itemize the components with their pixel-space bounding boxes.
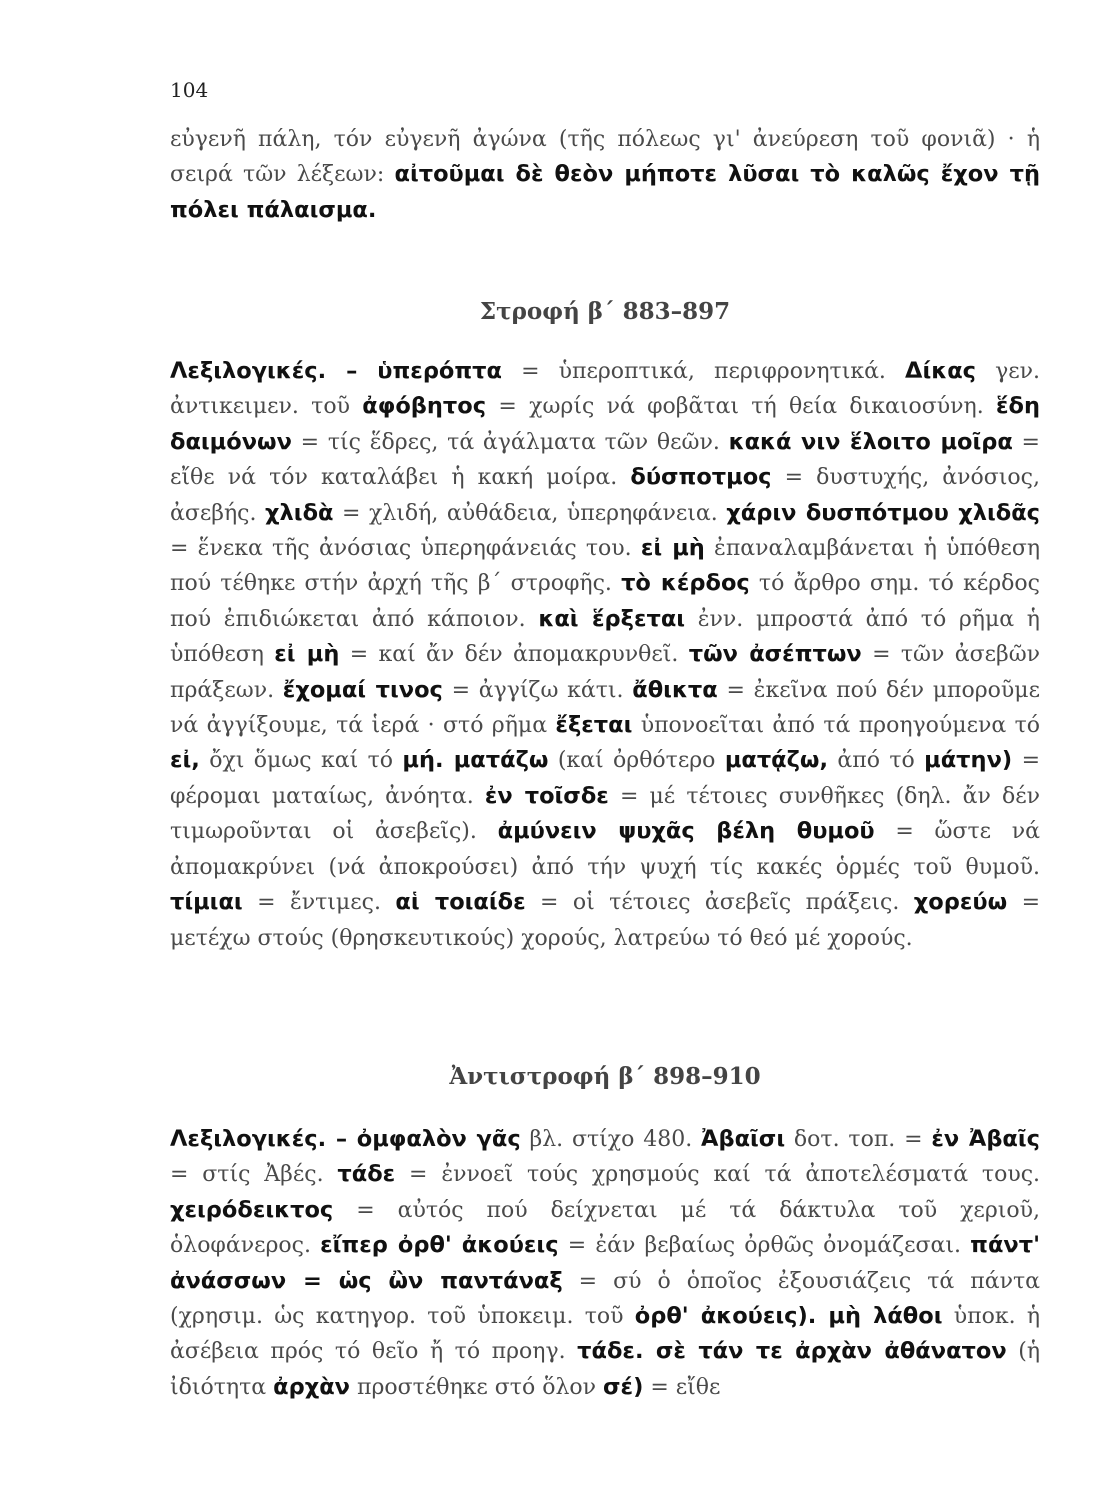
lemma-term: Ἀβαῖσι xyxy=(701,1126,786,1152)
lemma-term: ὀρθ' ἀκούεις). μὴ λάθοι xyxy=(634,1303,943,1330)
lemma-term: ματᾴζω, xyxy=(724,747,829,774)
lemma-term: ἄθικτα xyxy=(632,676,718,703)
gloss-text: ὑποκ. ἡ ἀσέβεια πρός τό θεῖο ἤ τό προηγ. xyxy=(170,1304,1040,1365)
lemma-term: εἰ, xyxy=(170,747,200,774)
gloss-text: = μέ τέτοιες συνθῆκες (δηλ. ἄν δέν τιμωροῦνται οἱ ἀσεβεῖς). xyxy=(170,783,1041,845)
lemma-term: αἱ τοιαίδε xyxy=(395,889,526,916)
gloss-text: = ἔντιμες. xyxy=(242,890,396,916)
gloss-text: γεν. ἀντικειμεν. τοῦ xyxy=(170,359,1041,420)
lemma-term: τάδε. σὲ τάν τε ἀρχὰν ἀθάνατον xyxy=(577,1338,1007,1365)
lemma-term: ἀμύνειν ψυχᾶς βέλη θυμοῦ xyxy=(497,818,875,845)
gloss-text: δοτ. τοπ. = xyxy=(785,1127,932,1152)
lemma-term: χειρόδεικτος xyxy=(170,1196,334,1223)
lemma-term: μάτην) xyxy=(924,747,1013,774)
gloss-text: = σύ ὁ ὁποῖος ἐξουσιάζεις τά πάντα (χρησιμ. ὡς κατηγορ. τοῦ ὑποκειμ. τοῦ xyxy=(170,1268,1040,1330)
gloss-text: = μετέχω στούς (θρησκευτικούς) χορούς, λατρεύω τό θεό μέ χορούς. xyxy=(170,890,1041,951)
lemma-term: χλιδὰ xyxy=(265,499,334,526)
gloss-text: ἐνν. μπροστά ἀπό τό ρῆμα ἡ ὑπόθεση xyxy=(170,606,1040,668)
gloss-text: βλ. στίχο 480. xyxy=(520,1127,702,1152)
lemma-term: δύσποτμος xyxy=(630,464,772,491)
strophe-heading: Στροφή β΄ 883–897 xyxy=(479,298,731,325)
gloss-text: (καί ὀρθότερο xyxy=(548,748,725,774)
lemma-term: τὸ κέρδος xyxy=(621,570,750,597)
gloss-text: = ἐάν βεβαίως ὀρθῶς ὀνομάζεσαι. xyxy=(558,1233,971,1259)
gloss-text: = ὑπεροπτικά, περιφρονητικά. xyxy=(502,359,906,384)
lemma-term: ἀρχὰν xyxy=(273,1373,350,1400)
strophe-glossary-paragraph xyxy=(170,354,1040,956)
gloss-text: = ἐκεῖνα πού δέν μποροῦμε νά ἀγγίξουμε, τά ἱερά · στό ρῆμα xyxy=(170,677,1040,739)
gloss-text: = χλιδή, αὐθάδεια, ὑπερηφάνεια. xyxy=(333,500,727,526)
gloss-text: = στίς Ἀβές. xyxy=(170,1162,338,1188)
lemma-term: πάντ' ἀνάσσων = ὡς ὢν παντάναξ xyxy=(170,1232,1040,1294)
lemma-term: τάδε xyxy=(337,1161,396,1188)
gloss-text: = εἴθε νά τόν καταλάβει ἡ κακή μοίρα. xyxy=(170,429,1040,491)
lemma-term: ἐν Ἀβαῖς xyxy=(931,1126,1040,1152)
gloss-text: = τῶν ἀσεβῶν πράξεων. xyxy=(170,642,1041,703)
lemma-term: εἰ μὴ xyxy=(640,535,705,562)
lemma-term: τίμιαι xyxy=(170,889,243,916)
gloss-text: = ἕνεκα τῆς ἀνόσιας ὑπερηφάνειάς του. xyxy=(170,536,641,562)
gloss-text: = τίς ἕδρες, τά ἀγάλματα τῶν θεῶν. xyxy=(291,429,729,455)
gloss-text: ὑπονοεῖται ἀπό τά προηγούμενα τό xyxy=(632,713,1040,739)
lemma-term: Λεξιλογικές. – ὀμφαλὸν γᾶς xyxy=(170,1126,521,1152)
gloss-text: ὄχι ὅμως καί τό xyxy=(199,748,403,774)
lemma-term: ἕδη δαιμόνων xyxy=(170,393,1041,455)
antistrophe-glossary-paragraph xyxy=(170,1122,1040,1405)
lemma-term: Δίκας xyxy=(905,358,976,384)
lemma-term: καὶ ἕρξεται xyxy=(538,605,686,632)
intro-paragraph xyxy=(170,122,1040,228)
gloss-text: ἀπό τό xyxy=(828,748,925,774)
lemma-term: εἴπερ ὀρθ' ἀκούεις xyxy=(320,1232,559,1259)
gloss-text: = καί ἄν δέν ἀπομακρυνθεῖ. xyxy=(339,642,689,668)
gloss-text: = φέρομαι ματαίως, ἀνόητα. xyxy=(170,748,1041,809)
antistrophe-heading: Ἀντιστροφή β΄ 898–910 xyxy=(449,1063,761,1090)
lemma-term: χορεύω xyxy=(913,889,1008,916)
lemma-term: αἰτοῦμαι δὲ θεὸν μήποτε λῦσαι τὸ καλῶς ἔχον τῇ πόλει πάλαισμα. xyxy=(170,161,1040,223)
lemma-term: σέ) xyxy=(603,1373,644,1400)
lemma-term: ἔχομαί τινος xyxy=(282,676,443,703)
lemma-term: χάριν δυσπότμου χλιδᾶς xyxy=(726,499,1040,526)
gloss-text: = δυστυχής, ἀνόσιος, ἀσεβής. xyxy=(170,465,1040,526)
gloss-text: = ὥστε νά ἀπομακρύνει (νά ἀποκρούσει) ἀπό τήν ψυχή τίς κακές ὁρμές τοῦ θυμοῦ. xyxy=(170,819,1041,880)
page-number: 104 xyxy=(170,78,209,102)
gloss-text: = οἱ τέτοιες ἀσεβεῖς πράξεις. xyxy=(525,890,914,916)
gloss-text: προστέθηκε στό ὅλον xyxy=(350,1374,604,1400)
gloss-text: = ἀγγίζω κάτι. xyxy=(442,677,633,703)
gloss-text: εὐγενῆ πάλη, τόν εὐγενῆ ἀγώνα (τῆς πόλεως γι' ἀνεύρεση τοῦ φονιᾶ) · ἡ σειρά τῶν λέξεων: xyxy=(170,127,1040,188)
lemma-term: ἀφόβητος xyxy=(362,393,487,420)
lemma-term: μή. ματάζω xyxy=(402,747,549,774)
gloss-text: ἐπαναλαμβάνεται ἡ ὑπόθεση πού τέθηκε στήν ἀρχή τῆς β΄ στροφῆς. xyxy=(170,536,1041,597)
gloss-text: τό ἄρθρο σημ. τό κέρδος πού ἐπιδιώκεται ἀπό κάποιον. xyxy=(170,571,1040,632)
gloss-text: = ἐννοεῖ τούς χρησμούς καί τά ἀποτελέσματά τους. xyxy=(395,1162,1041,1188)
lemma-term: ἐν τοῖσδε xyxy=(484,782,609,809)
gloss-text: = χωρίς νά φοβᾶται τή θεία δικαιοσύνη. xyxy=(486,394,996,420)
lemma-term: Λεξιλογικές. – ὑπερόπτα xyxy=(170,358,502,384)
lemma-term: ἔξεται xyxy=(555,712,633,739)
lemma-term: εἰ μὴ xyxy=(274,641,340,668)
gloss-text: = εἴθε xyxy=(643,1374,721,1400)
gloss-text: (ἡ ἰδιότητα xyxy=(170,1339,1040,1400)
gloss-text: = αὐτός πού δείχνεται μέ τά δάκτυλα τοῦ χεριοῦ, ὁλοφάνερος. xyxy=(170,1197,1040,1259)
lemma-term: κακά νιν ἕλοιτο μοῖρα xyxy=(728,428,1013,455)
lemma-term: τῶν ἀσέπτων xyxy=(688,641,862,668)
